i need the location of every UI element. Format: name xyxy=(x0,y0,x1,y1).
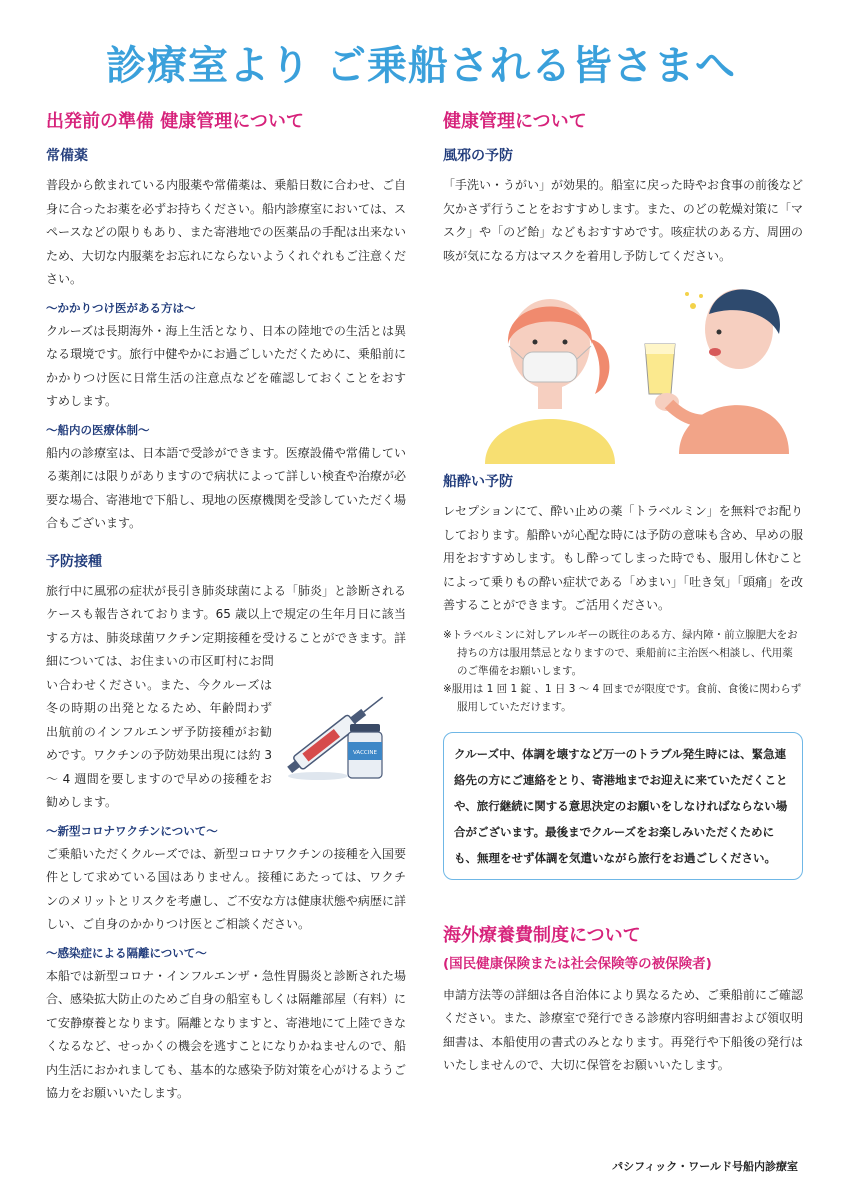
onboard-medical-heading: 〜船内の医療体制〜 xyxy=(46,422,150,437)
right-column xyxy=(443,110,803,1078)
vaccination-body-top: 旅行中に風邪の症状が長引き肺炎球菌による「肺炎」と診断されるケースも報告されております。65 歳以上で規定の生年月日に該当する方は、肺炎球菌ワクチン定期接種を受けることができます。詳細については、お住まいの市区町村にお問 xyxy=(46,583,407,668)
health-illustration xyxy=(443,274,803,464)
family-doctor-body: クルーズは長期海外・海上生活となり、日本の陸地での生活とは異なる環境です。旅行中健やかにお過ごしいただくために、乗船前にかかりつけ医に日常生活の注意点などを確認しておくことをおすすめします。 xyxy=(46,323,406,408)
isolation-body: 本船では新型コロナ・インフルエンザ・急性胃腸炎と診断された場合、感染拡大防止のためご自身の船室もしくは隔離部屋（有料）にて安静療養となります。隔離となりますと、寄港地にて上陸できなくなるなど、せっかくの機会を逃すことになりかねませんので、船内生活におかれましても、基本的な感染予防対策を心がけるようご協力をお願いいたします。 xyxy=(46,968,407,1100)
masked-woman-icon xyxy=(475,284,625,464)
right-section-title: 健康管理について xyxy=(443,111,587,132)
covid-vaccine-body: ご乗船いただくクルーズでは、新型コロナワクチンの接種を入国要件として求めている国はありません。接種にあたっては、ワクチンのメリットとリスクを考慮し、ご不安な方は健康状態や病歴に詳しい、ご自身のかかりつけ医とご相談ください。 xyxy=(46,846,406,931)
seasickness-body: レセプションにて、酔い止めの薬「トラベルミン」を無料でお配りしております。船酔いが心配な時には予防の意味も含め、早めの服用をおすすめします。もし酔ってしまった時でも、服用し休むことによって乗りもの酔い症状である「めまい」「吐き気」「頭痛」を改善することができます。ご活用ください。 xyxy=(443,504,804,612)
vaccination-heading: 予防接種 xyxy=(46,553,102,570)
cold-prevention-heading: 風邪の予防 xyxy=(443,148,513,164)
left-section-title: 出発前の準備 健康管理について xyxy=(46,111,304,132)
overseas-medical-body: 申請方法等の詳細は各自治体により異なるため、ご乗船前にご確認ください。また、診療室で発行できる診療内容明細書および領収明細書は、本船使用の書式のみとなります。再発行や下船後の発行はいたしませんので、大切に保管をお願いいたします。 xyxy=(443,987,804,1072)
overseas-medical-heading: 海外療養費制度について xyxy=(443,924,641,946)
left-column xyxy=(46,110,406,1106)
covid-vaccine-heading: 〜新型コロナワクチンについて〜 xyxy=(46,823,218,838)
medicine-body: 普段から飲まれている内服薬や常備薬は、乗船日数に合わせ、ご自身に合ったお薬を必ずお持ちください。船内診療室においては、スペースなどの限りもあり、また寄港地での医薬品の手配は出来ないため、大切な内服薬をお忘れにならないようくれぐれもご注意ください。 xyxy=(46,178,407,286)
seasickness-note-allergy: ※トラベルミンに対しアレルギーの既往のある方、緑内障・前立腺肥大をお持ちの方は服用禁忌となりますので、乗船前に主治医へ相談し、代用薬のご準備をお願いします。 xyxy=(443,628,798,677)
footer-clinic-name: パシフィック・ワールド号船内診療室 xyxy=(612,1160,798,1173)
isolation-heading: 〜感染症による隔離について〜 xyxy=(46,945,207,960)
vaccine-syringe-icon xyxy=(278,676,398,784)
seasickness-note-dosage: ※服用は 1 回 1 錠 、1 日 3 〜 4 回までが限度です。食前、食後に関わらず服用していただけます。 xyxy=(443,682,802,713)
cold-prevention-body: 「手洗い・うがい」が効果的。船室に戻った時やお食事の前後など欠かさず行うことをおすすめします。また、のどの乾燥対策に「マスク」や「のど飴」などもおすすめです。咳症状のある方、周囲の咳が気になる方はマスクを着用し予防してください。 xyxy=(443,178,804,263)
emergency-notice-box: クルーズ中、体調を壊すなど万一のトラブル発生時には、緊急連絡先の方にご連絡をとり、寄港地までお迎えに来ていただくことや、旅行継続に関する意思決定のお願いをしなければならない場合がございます。最後までクルーズをお楽しみいただくためにも、無理をせず体調を気遣いながら旅行をお過ごしください。 xyxy=(443,732,803,880)
family-doctor-heading: 〜かかりつけ医がある方は〜 xyxy=(46,300,196,315)
onboard-medical-body: 船内の診療室は、日本語で受診ができます。医療設備や常備している薬剤には限りがありますので病状によって詳しい検査や治療が必要な場合、寄港地で下船し、現地の医療機関を受診していただく場合もございます。 xyxy=(46,445,407,530)
vaccine-label: VACCINE xyxy=(353,749,377,756)
seasickness-heading: 船酔い予防 xyxy=(443,474,513,490)
page-title: 診療室より ご乗船される皆さまへ xyxy=(106,43,736,89)
vaccination-body-side: い合わせください。また、今クルーズは冬の時期の出発となるため、年齢問わず出航前のインフルエンザ予防接種がお勧めです。ワクチンの予防効果出現には約 3 〜 4 週間を要しますので早めの接種をお勧めします。 xyxy=(46,677,272,809)
vaccination-side-block xyxy=(46,674,406,815)
overseas-medical-subheading: (国民健康保険または社会保険等の被保険者) xyxy=(443,955,712,972)
gargling-man-icon xyxy=(639,274,789,454)
medicine-heading: 常備薬 xyxy=(46,148,88,164)
